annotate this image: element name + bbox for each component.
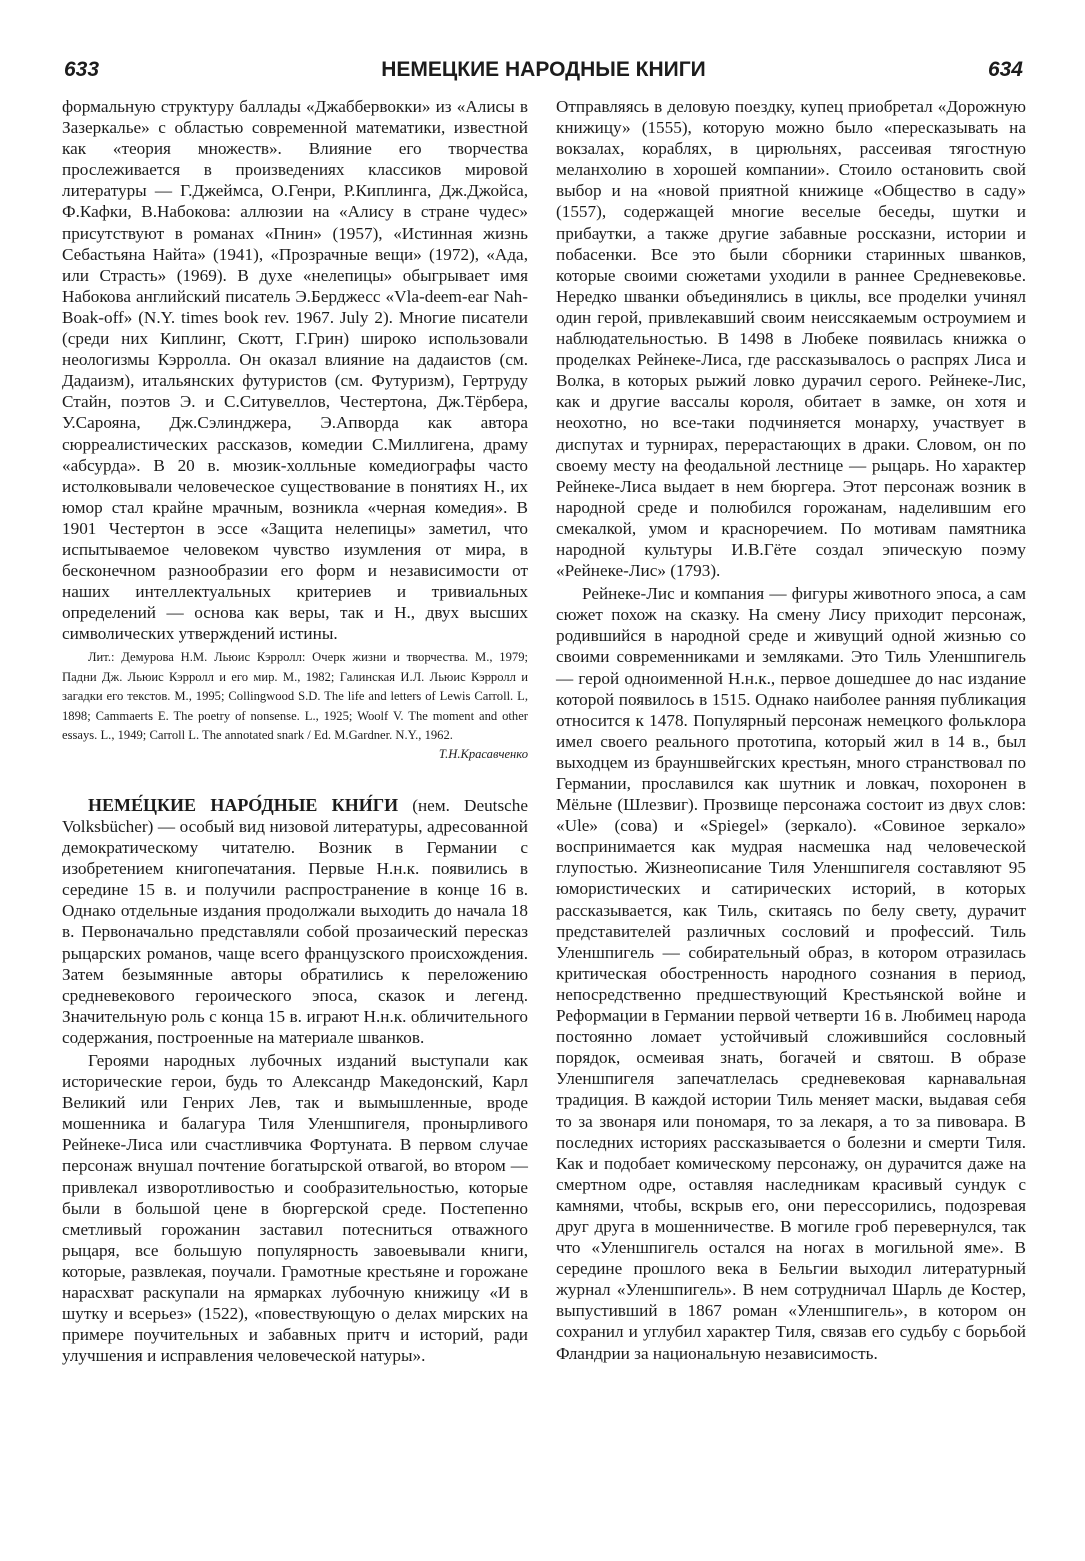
literature-text: Лит.: Демурова Н.М. Льюис Кэрролл: Очерк жизни и творчества. М., 1979; Падни Дж. Льюис Кэрролл и его мир. М., 1982; Галинская И.Л. Льюис Кэрролл и загадки его текстов. М., 1995; Collingwood S.D. The life and letters of Lewis Carroll. L, 1898; Cammaerts E. The poetry of nonsense. L., 1925; Woolf V. The moment and other essays. L., 1949; Carroll L. The annotated snark / Ed. M.Gardner. N.Y., 1962. [62, 650, 528, 743]
paragraph-merchant: Отправляясь в деловую поездку, купец приобретал «Дорожную книжицу» (1555), которую можно было «пересказывать на вокзалах, кораблях, в цирюльнях, рассеивая тягостную меланхолию в хорошей компании». Стоило остановить свой выбор и на «новой приятной книжице «Общество в саду» (1557), содержащей многие веселые беседы, шутки и прибаутки, а также другие забавные россказни, истории и побасенки. Все это были сборники старинных шванков, которые своими сюжетами уходили в раннее Средневековье. Нередко шванки объединялись в циклы, все проделки учинял один герой, привлекавший своим неиссякаемым остроумием и наблюдательностью. В 1498 в Любеке появилась книжка о проделках Рейнеке-Лиса, где рассказывалось о распрях Лиса и Волка, в которых рыжий ловко дурачил серого. Рейнеке-Лис, как и другие вассалы короля, обитает в замке, он хотя и неохотно, но все-таки подчиняется монарху, участвует в диспутах и турнирах, перерастающих в драки. Словом, он по своему месту на феодальной лестнице — рыцарь. Но характер Рейнеке-Лиса выдает в нем бюргера. Этот персонаж возник в народной среде и полюбился горожанам, наделившим его смекалкой, умом и красноречием. По мотивам памятника народной культуры И.В.Гёте создал эпическую поэму «Рейнеке-Лис» (1793). [556, 97, 1026, 581]
paragraph-continuation: формальную структуру баллады «Джаббервокки» из «Алисы в Зазеркалье» с областью современной математики, известной как «теория множеств». Влияние его творчества прослеживается в произведениях классиков мировой литературы — Г.Джеймса, О.Генри, Р.Киплинга, Дж.Джойса, Ф.Кафки, В.Набокова: аллюзии на «Алису в стране чудес» присутствуют в романах «Пнин» (1957), «Истинная жизнь Себастьяна Найта» (1941), «Прозрачные вещи» (1972), «Ада, или Страсть» (1969). В духе «нелепицы» обыгрывает имя Набокова английский писатель Э.Берджесс «Vla-deem-ear Nah-Boak-off» (N.Y. times book rev. 1967. July 2). Многие писатели (среди них Киплинг, Скотт, Г.Грин) широко использовали неологизмы Кэрролла. Он оказал влияние на дадаистов (см. Дадаизм), итальянских футуристов (см. Футуризм), Гертруду Стайн, поэтов Э. и С.Ситувеллов, Честертона, Дж.Тёрбера, У.Сарояна, Дж.Сэлинджера, Э.Апворда как автора сюрреалистических рассказов, комедии С.Миллигена, драму «абсурда». В 20 в. мюзик-холльные комедиографы часто истолковывали человеческое существование в понятиях Н., их юмор стал крайне мрачным, возникла «черная комедия». В 1901 Честертон в эссе «Защита нелепицы» заметил, что испытываемое человеком чувство изумления от мира, в бесконечном разнообразии его форм и независимости от наших интеллектуальных критериев и тривиальных определений — основа как веры, так и Н., двух высших символических утверждений истины. [62, 97, 528, 644]
right-column [556, 96, 1026, 1364]
page-number-right: 634 [987, 58, 1023, 81]
page-number-left: 633 [64, 58, 100, 81]
running-title: НЕМЕЦКИЕ НАРОДНЫЕ КНИГИ [381, 58, 706, 81]
entry-text: (нем. Deutsche Volksbücher) — особый вид низовой литературы, адресованной демократическому читателю. Возник в Германии с изобретением книгопечатания. Первые Н.н.к. появились в середине 15 в. и получили распространение в конце 16 в. Однако отдельные издания продолжали выходить до начала 18 в. Первоначально представляли собой прозаический пересказ рыцарских романов, чаще всего французского происхождения. Затем безымянные авторы обратились к переложению средневекового героического эпоса, сказок и легенд. Значительную роль с конца 15 в. играют Н.н.к. обличительного содержания, построенные на материале шванков. [62, 795, 528, 1047]
page-header [64, 58, 1023, 92]
paragraph-eulenspiegel: Рейнеке-Лис и компания — фигуры животного эпоса, а сам сюжет похож на сказку. На смену Лису приходит персонаж, родившийся в народной среде и живущий одной жизнью со своими современниками и земляками. Это Тиль Уленшпигель — герой одноименной Н.н.к., первое дошедшее до нас издание которой появилось в 1515. Однако наиболее ранняя публикация относится к 1478. Популярный персонаж немецкого фольклора имел своего реального прототипа, который жил в 14 в., был выходцем из брауншвейгских крестьян, много странствовал по Германии, прославился как шутник и ловкач, похоронен в Мёльне (Шлезвиг). Прозвище персонажа состоит из двух слов: «Ule» (сова) и «Spiegel» (зеркало). «Совиное зеркало» воспринимается как мудрая насмешка над человеческой глупостью. Жизнеописание Тиля Уленшпигеля составляют 95 юмористических и сатирических историй, в которых рассказывается, как Тиль, скитаясь по белу свету, дурачит представителей различных сословий и профессий. Тиль Уленшпигель — собирательный образ, в котором отразилась критическая обостренность народного сознания в период, непосредственно предшествующий Крестьянской войне и Реформации в Германии первой четверти 16 в. Любимец народа постоянно ломает устойчивый сложившийся сословный порядок, осмеивая знать, богачей и святош. В образе Уленшпигеля запечатлелась средневековая карнавальная традиция. В каждой истории Тиль меняет маски, выдавая себя то за звонаря или пономаря, то за лекаря, а то за пивовара. В последних историях рассказывается о болезни и смерти Тиля. Как и подобает комическому персонажу, он дурачится даже на смертном одре, оставляя наследникам красивый сундук с камнями, чтобы, вскрыв его, они перессорились, подозревая друг друга в мошенничестве. В могиле гроб перевернулся, так что «Уленшпигель остался на ногах в могильной яме». В середине прошлого века в Бельгии выходил литературный журнал «Уленшпигель». В нем сотрудничал Шарль де Костер, выпустивший в 1867 роман «Уленшпигель», в котором он сохранил и углубил характер Тиля, связав его судьбу с борьбой Фландрии за национальную независимость. [556, 584, 1026, 1363]
article-author: Т.Н.Красавченко [438, 747, 528, 762]
literature-references [62, 648, 528, 764]
entry-paragraph [62, 795, 528, 1048]
paragraph-heroes: Героями народных лубочных изданий выступали как исторические герои, будь то Александр Македонский, Карл Великий или Генрих Лев, так и вымышленные, вроде мошенника и балагура Тиля Уленшпигеля, пронырливого Рейнеке-Лиса или счастливчика Фортуната. В первом случае персонаж внушал почтение богатырской отвагой, во втором — привлекал изворотливостью и сообразительностью, которые были в большой цене в бюргерской среде. Постепенно сметливый горожанин заставил потесниться отважного рыцаря, все большую популярность завоевывали книги, которые, развлекая, поучали. Грамотные крестьяне и горожане нарасхват раскупали на ярмарках лубочную книжицу «И в шутку и всерьез» (1522), «повествующую о делах мирских на примере поучительных и забавных притч и историй, ради улучшения и исправления человеческой натуры». [62, 1051, 528, 1366]
entry-headword: НЕМЕ́ЦКИЕ НАРО́ДНЫЕ КНИ́ГИ [88, 794, 399, 815]
left-column [62, 96, 528, 1366]
